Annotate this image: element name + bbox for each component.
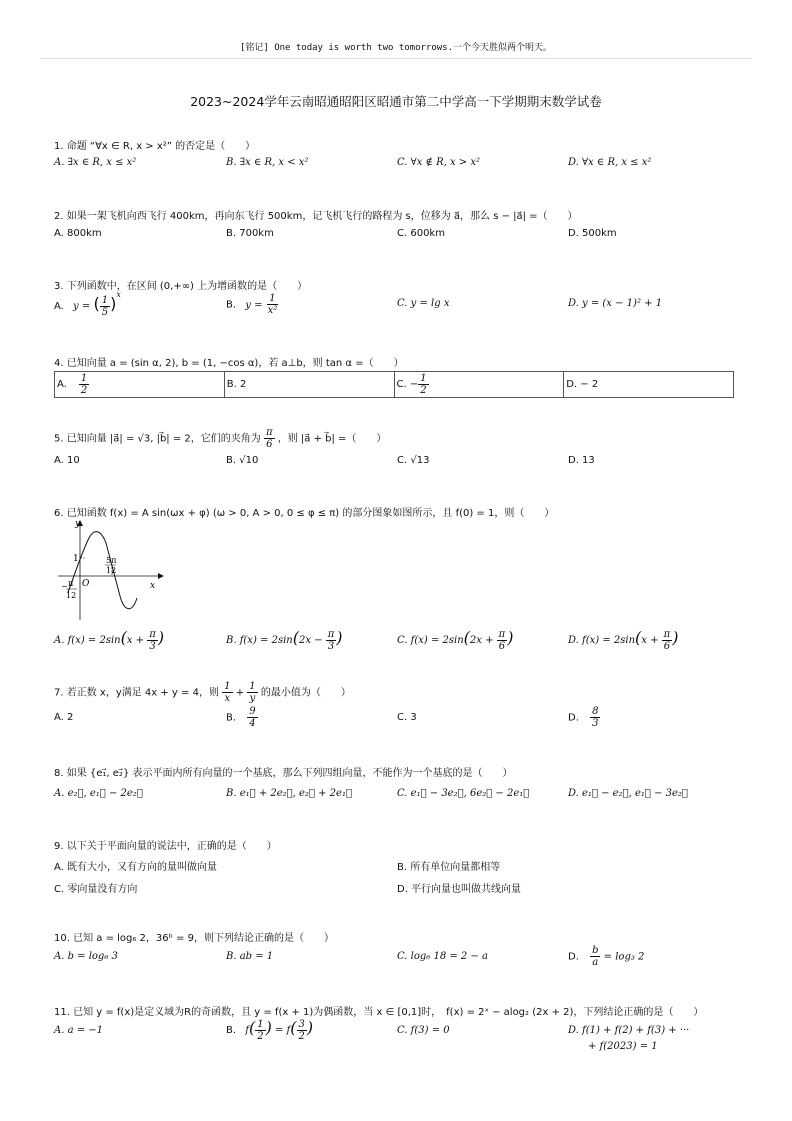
fraction-numerator: 1	[80, 373, 88, 384]
fraction-denominator: 3	[592, 718, 599, 729]
question-5-stem	[54, 427, 386, 450]
fraction-denominator: 2	[80, 385, 88, 396]
argument: 2x −	[298, 635, 323, 646]
question-10-option-b: B. ab = 1	[226, 951, 274, 962]
fraction-denominator: 6	[663, 641, 671, 652]
option-letter: A.	[57, 379, 67, 390]
question-3-stem: 3. 下列函数中，在区间 (0,+∞) 上为增函数的是（ ）	[54, 281, 308, 292]
question-10-option-a: A. b = log₆ 3	[54, 951, 118, 962]
stem-text: 7. 若正数 x，y满足 4x + y = 4，则	[54, 687, 219, 699]
page-title: 2023~2024学年云南昭通昭阳区昭通市第二中学高一下学期期末数学试卷	[190, 94, 602, 109]
fraction-numerator: 1	[101, 294, 109, 306]
fraction-denominator: a	[592, 957, 599, 968]
question-9-option-a: A. 既有大小，又有方向的量叫做向量	[54, 862, 218, 873]
question-3-option-d: D. y = (x − 1)² + 1	[568, 298, 663, 309]
fraction-numerator: 8	[592, 706, 599, 717]
tick-label-neg-sign: −	[61, 582, 68, 591]
fraction-numerator: b	[592, 945, 599, 956]
argument: 2x +	[469, 635, 494, 646]
stem-text: 的最小值为（ ）	[260, 687, 351, 699]
question-11-option-d-line2: + f(2023) = 1	[588, 1041, 658, 1052]
question-6-option-d: D. f(x) = 2sin(x + $\frac{\pi}{6}$ )	[568, 628, 679, 652]
option-text: B. 2	[226, 379, 247, 390]
expression: y =	[73, 301, 91, 312]
option-text: D. f(x) = 2sin	[568, 635, 636, 646]
option-text: C. f(x) = 2sin	[397, 635, 464, 646]
y-tick-one: 1	[73, 554, 79, 564]
sine-curve	[68, 532, 137, 609]
question-3-option-c: C. y = lg x	[397, 298, 450, 309]
option-letter: B.	[226, 1025, 237, 1036]
y-axis-label: y	[75, 519, 81, 529]
question-10-option-d	[568, 945, 644, 968]
question-7-option-d	[568, 706, 600, 729]
question-6-stem: 6. 已知函数 f(x) = A sin(ωx + φ) (ω > 0, A > 0, 0 ≤ φ ≤ π) 的部分图象如图所示，且 f(0) = 1，则（ ）	[54, 508, 555, 519]
question-8-option-c: C. e₁⃗ − 3e₂⃗, 6e₂⃗ − 2e₁⃗	[397, 788, 530, 799]
stem-text: ，则 |a⃗ + b⃗| =（ ）	[277, 433, 387, 445]
question-9-option-b: B. 所有单位向量都相等	[397, 862, 501, 873]
question-10-option-c: C. log₆ 18 = 2 − a	[397, 951, 488, 962]
origin-label: O	[82, 579, 90, 589]
argument: x +	[126, 635, 145, 646]
question-1-option-b: B. ∃x ∈ R, x < x²	[226, 157, 309, 168]
question-10-stem: 10. 已知 a = log₆ 2，36ᵇ = 9，则下列结论正确的是（ ）	[54, 933, 335, 944]
option-letter: D.	[568, 951, 579, 963]
question-2-option-d: D. 500km	[568, 228, 617, 239]
question-5-option-d: D. 13	[568, 455, 595, 466]
question-11-stem: 11. 已知 y = f(x)是定义域为R的奇函数，且 y = f(x + 1)为偶函数，当 x ∈ [0,1]时， f(x) = 2ˣ − alog₂ (2x + 2)，下列结论正确的是（ ）	[54, 1007, 704, 1018]
function-name: f	[245, 1025, 249, 1036]
tick-label-neg-pi-denominator: 12	[66, 591, 77, 600]
question-1-option-c: C. ∀x ∉ R, x > x²	[397, 157, 480, 168]
question-6-option-c: C. f(x) = 2sin(2x + $\frac{\pi}{6}$ )	[397, 628, 514, 652]
question-4-stem: 4. 已知向量 a = (sin α, 2), b = (1, −cos α)，若 a⊥b，则 tan α =（ ）	[54, 358, 404, 369]
question-8-stem: 8. 如果 {e₁⃗, e₂⃗} 表示平面内所有向量的一个基底，那么下列四组向量，不能作为一个基底的是（ ）	[54, 768, 513, 779]
fraction-numerator: 1	[269, 293, 276, 304]
question-6-option-b: B. f(x) = 2sin(2x − $\frac{\pi}{3}$ )	[226, 628, 343, 652]
question-5-option-b: B. √10	[226, 455, 259, 466]
expression: y =	[245, 299, 263, 311]
question-5-option-c: C. √13	[397, 455, 430, 466]
x-axis-arrow	[158, 573, 164, 579]
tick-label-5pi-numerator: 5π	[106, 556, 117, 565]
question-3-option-b	[226, 293, 279, 316]
question-3-option-a: A. y = ( $\frac{1}{5}$ )$^x$	[54, 290, 121, 318]
fraction-numerator: π	[265, 427, 273, 438]
fraction-numerator: π	[498, 629, 506, 640]
question-1-option-d: D. ∀x ∈ R, x ≤ x²	[568, 157, 652, 168]
fraction-numerator: 1	[249, 681, 256, 692]
option-letter: B.	[226, 299, 237, 311]
question-7-stem	[54, 681, 351, 704]
fraction-denominator: 2	[257, 1031, 264, 1042]
fraction-denominator: x	[224, 693, 231, 704]
fraction-numerator: 9	[249, 706, 256, 717]
question-2-option-b: B. 700km	[226, 228, 274, 239]
fraction-numerator: 1	[420, 373, 427, 384]
question-11-option-c: C. f(3) = 0	[397, 1025, 450, 1036]
question-8-option-a: A. e₂⃗, e₁⃗ − 2e₂⃗	[54, 788, 143, 799]
option-text: B. f(x) = 2sin	[226, 635, 293, 646]
option-letter: C. −	[396, 379, 419, 390]
tick-label-5pi-denominator: 12	[106, 566, 117, 575]
expression: = log₃ 2	[603, 951, 645, 963]
option-text: D. − 2	[566, 379, 599, 390]
question-4-option-b	[225, 372, 395, 397]
argument: x +	[641, 635, 659, 646]
fraction-denominator: x²	[267, 305, 278, 316]
question-11-option-d-line1: D. f(1) + f(2) + f(3) + ···	[568, 1025, 690, 1036]
question-7-option-c: C. 3	[397, 712, 417, 723]
fraction-numerator: 1	[224, 681, 231, 692]
option-text: A. f(x) = 2sin	[54, 635, 121, 646]
question-11-option-b: B. f( $\frac{1}{2}$ ) = f( $\frac{3}{2}$ )	[226, 1018, 314, 1042]
x-axis-label: x	[150, 581, 156, 591]
option-letter: A.	[54, 301, 64, 312]
fraction-denominator: 6	[266, 439, 273, 450]
question-1-option-a: A. ∃x ∈ R, x ≤ x²	[54, 157, 137, 168]
question-11-option-a: A. a = −1	[54, 1025, 104, 1036]
question-8-option-b: B. e₁⃗ + 2e₂⃗, e₂⃗ + 2e₁⃗	[226, 788, 352, 799]
question-7-option-a: A. 2	[54, 712, 74, 723]
expression: = f	[275, 1025, 291, 1036]
question-5-option-a: A. 10	[54, 455, 80, 466]
stem-text: 5. 已知向量 |a⃗| = √3, |b⃗| = 2，它们的夹角为	[54, 433, 261, 445]
header-motto: [铭记] One today is worth two tomorrows.一个今天胜似两个明天。	[239, 43, 553, 53]
question-8-option-d: D. e₁⃗ − e₂⃗, e₁⃗ − 3e₂⃗	[568, 788, 688, 799]
question-6-sine-graph	[58, 518, 166, 622]
question-9-stem: 9. 以下关于平面向量的说法中，正确的是（ ）	[54, 841, 277, 852]
question-9-option-d: D. 平行向量也叫做共线向量	[397, 884, 522, 895]
question-2-option-c: C. 600km	[397, 228, 445, 239]
option-letter: D.	[568, 712, 579, 724]
fraction-denominator: 6	[498, 641, 506, 652]
fraction-numerator: π	[149, 629, 156, 640]
question-7-option-b	[226, 706, 258, 729]
fraction-numerator: 1	[257, 1019, 264, 1030]
fraction-numerator: π	[327, 629, 335, 640]
question-2-stem: 2. 如果一架飞机向西飞行 400km，再向东飞行 500km，记飞机飞行的路程为 s，位移为 a⃗，那么 s − |a⃗| =（ ）	[54, 211, 578, 222]
fraction-denominator: 2	[298, 1031, 305, 1042]
question-2-option-a: A. 800km	[54, 228, 102, 239]
fraction-denominator: 3	[327, 641, 335, 652]
fraction-denominator: 5	[101, 306, 109, 318]
question-9-option-c: C. 零向量没有方向	[54, 884, 138, 895]
fraction-denominator: 2	[420, 385, 427, 396]
fraction-denominator: y	[249, 693, 256, 704]
fraction-numerator: 3	[298, 1019, 305, 1030]
fraction-numerator: π	[663, 629, 671, 640]
question-4-options-table	[54, 371, 734, 398]
question-4-option-c	[395, 372, 565, 397]
question-4-option-d	[564, 372, 733, 397]
plus-sign: +	[235, 687, 245, 699]
header-divider	[40, 58, 752, 59]
tick-label-neg-pi-numerator: π	[68, 579, 74, 588]
option-letter: B.	[226, 712, 237, 724]
question-4-option-a	[55, 372, 225, 397]
fraction-denominator: 4	[249, 718, 256, 729]
question-6-option-a: A. f(x) = 2sin(x + $\frac{\pi}{3}$ )	[54, 628, 165, 652]
exponent: x	[116, 290, 121, 299]
question-1-stem: 1. 命题 “∀x ∈ R, x > x²” 的否定是（ ）	[54, 141, 256, 152]
fraction-denominator: 3	[149, 641, 156, 652]
